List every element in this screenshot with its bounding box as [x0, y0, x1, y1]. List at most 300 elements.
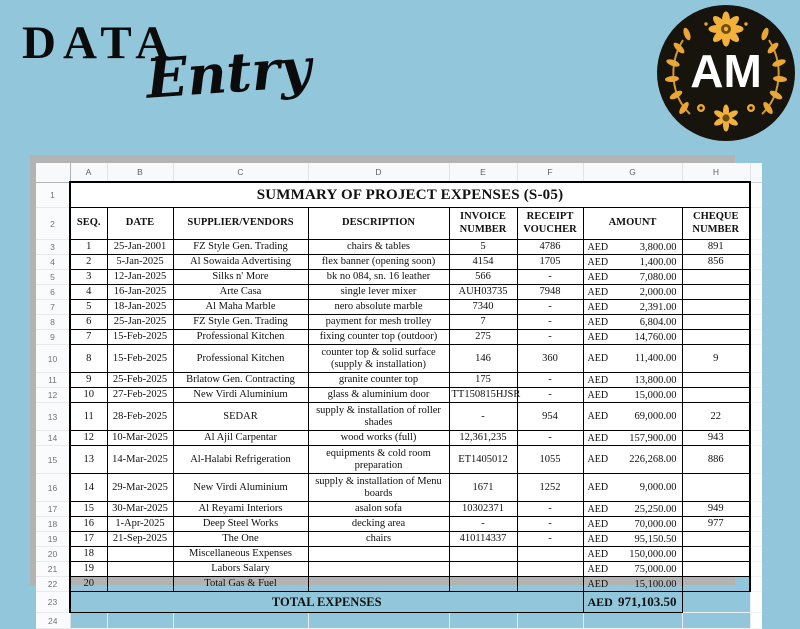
cell-amount[interactable]	[583, 330, 682, 345]
filler-cell	[750, 285, 762, 300]
cell-amount[interactable]	[583, 517, 682, 532]
column-letter[interactable]: B	[107, 163, 173, 182]
row-number[interactable]: 6	[36, 285, 70, 300]
cell-voucher[interactable]	[517, 547, 583, 562]
total-amount-cell[interactable]	[583, 592, 682, 613]
cell-amount[interactable]	[583, 577, 682, 592]
cell-amount[interactable]	[583, 474, 682, 502]
cell-invoice[interactable]: 4154	[449, 255, 517, 270]
partial-row	[36, 613, 762, 629]
column-header[interactable]: AMOUNT	[583, 208, 682, 240]
amount-value: 2,391.00	[639, 301, 677, 313]
cell-description[interactable]: nero absolute marble	[308, 300, 449, 315]
cell-description[interactable]: flex banner (opening soon)	[308, 255, 449, 270]
cell-seq[interactable]: 3	[70, 270, 107, 285]
cell-seq[interactable]: 4	[70, 285, 107, 300]
cell-seq[interactable]: 15	[70, 502, 107, 517]
amount-wrap	[584, 287, 682, 298]
cell-seq[interactable]: 14	[70, 474, 107, 502]
currency-label: AED	[587, 316, 609, 328]
currency-label: AED	[587, 241, 609, 253]
cell-seq[interactable]: 6	[70, 315, 107, 330]
cell-invoice[interactable]: 7	[449, 315, 517, 330]
cell-invoice[interactable]: -	[449, 517, 517, 532]
corner-cell[interactable]	[36, 163, 70, 182]
currency-label: AED	[587, 331, 609, 343]
currency-label: AED	[587, 503, 609, 515]
cell-voucher[interactable]: -	[517, 315, 583, 330]
cell-description[interactable]: fixing counter top (outdoor)	[308, 330, 449, 345]
sheet-row	[36, 300, 762, 315]
sheet-row	[36, 270, 762, 285]
cell-cheque[interactable]	[682, 388, 750, 403]
cell-date[interactable]: 25-Feb-2025	[107, 373, 173, 388]
cell-supplier[interactable]: Al Sowaida Advertising	[173, 255, 308, 270]
cell-voucher[interactable]: -	[517, 373, 583, 388]
cell-invoice[interactable]: 275	[449, 330, 517, 345]
currency-label: AED	[587, 594, 613, 609]
filler-cell	[750, 315, 762, 330]
cell-amount[interactable]	[583, 270, 682, 285]
cell-amount[interactable]	[583, 388, 682, 403]
cell-voucher[interactable]: 1055	[517, 446, 583, 474]
cell-date[interactable]: 28-Feb-2025	[107, 403, 173, 431]
column-letter[interactable]: C	[173, 163, 308, 182]
sheet	[36, 163, 762, 626]
currency-label: AED	[587, 548, 609, 560]
cell-date[interactable]	[107, 562, 173, 577]
cell-amount[interactable]	[583, 532, 682, 547]
cell-description[interactable]: glass & aluminium door	[308, 388, 449, 403]
cell-seq[interactable]: 12	[70, 431, 107, 446]
row-number[interactable]: 21	[36, 562, 70, 577]
row-number[interactable]: 13	[36, 403, 70, 431]
cell-invoice[interactable]: TT150815HJSR	[449, 388, 517, 403]
cell-description[interactable]: asalon sofa	[308, 502, 449, 517]
cell-voucher[interactable]: 1705	[517, 255, 583, 270]
cell-amount[interactable]	[583, 315, 682, 330]
cell-description[interactable]: bk no 084, sn. 16 leather	[308, 270, 449, 285]
cell-voucher[interactable]: -	[517, 330, 583, 345]
cell-date[interactable]: 27-Feb-2025	[107, 388, 173, 403]
cell-voucher[interactable]: -	[517, 502, 583, 517]
cell-seq[interactable]: 7	[70, 330, 107, 345]
cell-cheque[interactable]	[682, 285, 750, 300]
amount-value: 157,900.00	[629, 432, 677, 444]
amount-wrap	[584, 549, 682, 560]
sheet-row	[36, 403, 762, 431]
cell-supplier[interactable]: Al Maha Marble	[173, 300, 308, 315]
cell-invoice[interactable]: AUH03735	[449, 285, 517, 300]
cell-description[interactable]: chairs	[308, 532, 449, 547]
row-number[interactable]: 23	[36, 592, 70, 613]
total-label[interactable]: TOTAL EXPENSES	[70, 592, 583, 613]
cell-amount[interactable]	[583, 345, 682, 373]
amount-wrap	[584, 579, 682, 590]
filler-cell	[750, 300, 762, 315]
cell-invoice[interactable]	[449, 547, 517, 562]
row-number[interactable]: 22	[36, 577, 70, 592]
row-number[interactable]: 3	[36, 240, 70, 255]
cell-seq[interactable]: 13	[70, 446, 107, 474]
amount-value: 150,000.00	[629, 548, 677, 560]
cell-date[interactable]: 15-Feb-2025	[107, 345, 173, 373]
cell-seq[interactable]: 8	[70, 345, 107, 373]
cell-cheque[interactable]: 977	[682, 517, 750, 532]
currency-label: AED	[587, 256, 609, 268]
cell-voucher[interactable]: 7948	[517, 285, 583, 300]
row-number[interactable]: 7	[36, 300, 70, 315]
currency-label: AED	[587, 353, 609, 364]
cell-voucher[interactable]	[517, 577, 583, 592]
currency-label: AED	[587, 389, 609, 401]
cell-invoice[interactable]: 146	[449, 345, 517, 373]
cell-seq[interactable]: 17	[70, 532, 107, 547]
cell-supplier[interactable]: SEDAR	[173, 403, 308, 431]
amount-value: 971,103.50	[618, 594, 677, 609]
column-header[interactable]: DESCRIPTION	[308, 208, 449, 240]
cell-voucher[interactable]: -	[517, 532, 583, 547]
cell-supplier[interactable]: New Virdi Aluminium	[173, 388, 308, 403]
cell-voucher[interactable]: -	[517, 270, 583, 285]
amount-value: 25,250.00	[634, 503, 677, 515]
cell-cheque[interactable]: 22	[682, 403, 750, 431]
cell-amount[interactable]	[583, 502, 682, 517]
sheet-row	[36, 517, 762, 532]
cell-invoice[interactable]: 5	[449, 240, 517, 255]
cell-supplier[interactable]: Total Gas & Fuel	[173, 577, 308, 592]
cell-supplier[interactable]: FZ Style Gen. Trading	[173, 315, 308, 330]
column-letter[interactable]: D	[308, 163, 449, 182]
cell-seq[interactable]: 2	[70, 255, 107, 270]
filler-cell	[750, 270, 762, 285]
sheet-row	[36, 431, 762, 446]
cell-description[interactable]	[308, 562, 449, 577]
cell-invoice[interactable]: ET1405012	[449, 446, 517, 474]
cell-supplier[interactable]: Silks n' More	[173, 270, 308, 285]
cell-description[interactable]	[308, 547, 449, 562]
cell-date[interactable]	[107, 613, 173, 629]
filler-cell	[750, 240, 762, 255]
cell-description[interactable]: supply & installation of Menu boards	[308, 474, 449, 502]
row-number[interactable]: 1	[36, 182, 70, 208]
cell-cheque[interactable]	[682, 373, 750, 388]
cell-voucher[interactable]: -	[517, 300, 583, 315]
cell-voucher[interactable]: -	[517, 431, 583, 446]
filler-cell	[750, 255, 762, 270]
currency-label: AED	[587, 533, 609, 545]
cell-amount[interactable]	[583, 613, 682, 629]
cell-description[interactable]: equipments & cold room preparation	[308, 446, 449, 474]
cell-date[interactable]: 15-Feb-2025	[107, 330, 173, 345]
currency-label: AED	[587, 482, 609, 493]
cell-cheque[interactable]: 856	[682, 255, 750, 270]
cell-date[interactable]	[107, 547, 173, 562]
cell-voucher[interactable]: -	[517, 517, 583, 532]
amount-wrap	[584, 564, 682, 575]
row-number[interactable]: 8	[36, 315, 70, 330]
cell-invoice[interactable]: 7340	[449, 300, 517, 315]
cell-description[interactable]: granite counter top	[308, 373, 449, 388]
column-letters-row	[36, 163, 762, 182]
cell-invoice[interactable]: 410114337	[449, 532, 517, 547]
cell-supplier[interactable]: Brlatow Gen. Contracting	[173, 373, 308, 388]
cell-cheque[interactable]	[682, 547, 750, 562]
row-number[interactable]: 14	[36, 431, 70, 446]
cell-seq[interactable]: 18	[70, 547, 107, 562]
cell-description[interactable]: single lever mixer	[308, 285, 449, 300]
filler-cell	[750, 613, 762, 629]
amount-value: 2,000.00	[639, 286, 677, 298]
cell-date[interactable]: 30-Mar-2025	[107, 502, 173, 517]
cell-description[interactable]: supply & installation of roller shades	[308, 403, 449, 431]
row-number[interactable]: 11	[36, 373, 70, 388]
cell-seq[interactable]: 20	[70, 577, 107, 592]
currency-label: AED	[587, 301, 609, 313]
currency-label: AED	[587, 374, 609, 386]
amount-value: 13,800.00	[634, 374, 677, 386]
cell-amount[interactable]	[583, 403, 682, 431]
amount-value: 14,760.00	[634, 331, 677, 343]
amount-wrap	[584, 302, 682, 313]
cell-supplier[interactable]	[173, 613, 308, 629]
cell-amount[interactable]	[583, 547, 682, 562]
amount-value: 15,100.00	[634, 578, 677, 590]
cell-date[interactable]: 25-Jan-2025	[107, 315, 173, 330]
amount-value: 3,800.00	[639, 241, 677, 253]
cell-cheque[interactable]	[682, 315, 750, 330]
cell-supplier[interactable]: Al Ajil Carpentar	[173, 431, 308, 446]
cell-cheque[interactable]	[682, 613, 750, 629]
row-number[interactable]: 24	[36, 613, 70, 629]
column-header[interactable]: RECEIPT VOUCHER	[517, 208, 583, 240]
column-letter[interactable]: G	[583, 163, 682, 182]
cell-voucher[interactable]: 954	[517, 403, 583, 431]
cell-date[interactable]: 12-Jan-2025	[107, 270, 173, 285]
column-header[interactable]: SUPPLIER/VENDORS	[173, 208, 308, 240]
currency-label: AED	[587, 271, 609, 283]
expenses-table	[36, 163, 762, 629]
cell-voucher[interactable]: -	[517, 388, 583, 403]
brand-data-text: DATA	[22, 17, 177, 69]
cell-date[interactable]: 14-Mar-2025	[107, 446, 173, 474]
cell-date[interactable]: 16-Jan-2025	[107, 285, 173, 300]
currency-label: AED	[587, 286, 609, 298]
cell-supplier[interactable]: Al Reyami Interiors	[173, 502, 308, 517]
cell-invoice[interactable]: 10302371	[449, 502, 517, 517]
cell-cheque[interactable]: 886	[682, 446, 750, 474]
cell-date[interactable]: 18-Jan-2025	[107, 300, 173, 315]
filler-cell	[750, 562, 762, 577]
cell-seq[interactable]	[70, 613, 107, 629]
cell-supplier[interactable]: Arte Casa	[173, 285, 308, 300]
am-badge-text: AM	[690, 44, 762, 97]
cell-description[interactable]: decking area	[308, 517, 449, 532]
cell-supplier[interactable]: Miscellaneous Expenses	[173, 547, 308, 562]
row-number[interactable]: 4	[36, 255, 70, 270]
row-number[interactable]: 19	[36, 532, 70, 547]
column-letter[interactable]: E	[449, 163, 517, 182]
sheet-row	[36, 547, 762, 562]
cell-invoice[interactable]: -	[449, 403, 517, 431]
filler-cell	[750, 208, 762, 240]
cell-cheque[interactable]: 891	[682, 240, 750, 255]
cell-supplier[interactable]: The One	[173, 532, 308, 547]
sheet-row	[36, 446, 762, 474]
cell-date[interactable]	[107, 577, 173, 592]
amount-wrap	[584, 433, 682, 444]
sheet-row	[36, 315, 762, 330]
currency-label: AED	[587, 454, 609, 465]
filler-cell	[750, 474, 762, 502]
cell-cheque[interactable]: 9	[682, 345, 750, 373]
cell-cheque[interactable]	[682, 532, 750, 547]
column-header[interactable]: CHEQUE NUMBER	[682, 208, 750, 240]
amount-wrap	[584, 242, 682, 253]
cell-date[interactable]: 10-Mar-2025	[107, 431, 173, 446]
cell-seq[interactable]: 10	[70, 388, 107, 403]
cell-cheque[interactable]	[682, 562, 750, 577]
cell-voucher[interactable]: 360	[517, 345, 583, 373]
sheet-row	[36, 388, 762, 403]
am-badge	[656, 4, 796, 142]
cell-supplier[interactable]: Labors Salary	[173, 562, 308, 577]
amount-wrap	[584, 534, 682, 545]
cell-amount[interactable]	[583, 300, 682, 315]
amount-wrap	[584, 411, 682, 422]
cell-amount[interactable]	[583, 373, 682, 388]
cell-date[interactable]: 1-Apr-2025	[107, 517, 173, 532]
cell-date[interactable]: 25-Jan-2001	[107, 240, 173, 255]
cell-seq[interactable]: 16	[70, 517, 107, 532]
column-letter[interactable]: F	[517, 163, 583, 182]
cell-description[interactable]: payment for mesh trolley	[308, 315, 449, 330]
cell-seq[interactable]: 9	[70, 373, 107, 388]
cell-cheque[interactable]	[682, 330, 750, 345]
header-row	[36, 208, 762, 240]
row-number[interactable]: 20	[36, 547, 70, 562]
amount-wrap	[584, 594, 682, 610]
amount-wrap	[584, 317, 682, 328]
filler-cell	[750, 431, 762, 446]
cell-seq[interactable]: 11	[70, 403, 107, 431]
cell-amount[interactable]	[583, 431, 682, 446]
cell-cheque[interactable]	[682, 592, 750, 613]
row-number[interactable]: 17	[36, 502, 70, 517]
cell-supplier[interactable]: Al-Halabi Refrigeration	[173, 446, 308, 474]
row-number[interactable]: 15	[36, 446, 70, 474]
cell-cheque[interactable]: 943	[682, 431, 750, 446]
sheet-row	[36, 373, 762, 388]
cell-cheque[interactable]: 949	[682, 502, 750, 517]
column-header[interactable]: SEQ.	[70, 208, 107, 240]
column-header[interactable]: DATE	[107, 208, 173, 240]
cell-invoice[interactable]	[449, 613, 517, 629]
cell-cheque[interactable]	[682, 270, 750, 285]
cell-amount[interactable]	[583, 240, 682, 255]
currency-label: AED	[587, 432, 609, 444]
column-letter[interactable]: A	[70, 163, 107, 182]
cell-date[interactable]: 29-Mar-2025	[107, 474, 173, 502]
cell-date[interactable]: 5-Jan-2025	[107, 255, 173, 270]
currency-label: AED	[587, 411, 609, 422]
sheet-row	[36, 330, 762, 345]
sheet-row	[36, 345, 762, 373]
cell-amount[interactable]	[583, 562, 682, 577]
row-number[interactable]: 18	[36, 517, 70, 532]
cell-seq[interactable]: 5	[70, 300, 107, 315]
cell-invoice[interactable]	[449, 577, 517, 592]
amount-value: 15,000.00	[634, 389, 677, 401]
row-number[interactable]: 9	[36, 330, 70, 345]
sheet-row	[36, 285, 762, 300]
filler-cell	[750, 577, 762, 592]
cell-date[interactable]: 21-Sep-2025	[107, 532, 173, 547]
row-number[interactable]: 5	[36, 270, 70, 285]
filler-cell	[750, 547, 762, 562]
row-number[interactable]: 10	[36, 345, 70, 373]
cell-amount[interactable]	[583, 446, 682, 474]
amount-wrap	[584, 390, 682, 401]
column-header[interactable]: INVOICE NUMBER	[449, 208, 517, 240]
filler-cell	[750, 502, 762, 517]
sheet-row	[36, 502, 762, 517]
cell-voucher[interactable]: 1252	[517, 474, 583, 502]
cell-voucher[interactable]	[517, 562, 583, 577]
cell-invoice[interactable]	[449, 562, 517, 577]
cell-description[interactable]	[308, 613, 449, 629]
column-letter[interactable]: H	[682, 163, 750, 182]
amount-value: 6,804.00	[639, 316, 677, 328]
filler-cell	[750, 182, 762, 208]
cell-invoice[interactable]: 12,361,235	[449, 431, 517, 446]
letters-filler	[750, 163, 762, 182]
cell-seq[interactable]: 1	[70, 240, 107, 255]
cell-amount[interactable]	[583, 285, 682, 300]
cell-supplier[interactable]: Deep Steel Works	[173, 517, 308, 532]
row-number[interactable]: 2	[36, 208, 70, 240]
amount-value: 69,000.00	[634, 411, 677, 422]
cell-cheque[interactable]	[682, 474, 750, 502]
cell-amount[interactable]	[583, 255, 682, 270]
cell-invoice[interactable]: 175	[449, 373, 517, 388]
cell-description[interactable]: wood works (full)	[308, 431, 449, 446]
cell-description[interactable]: chairs & tables	[308, 240, 449, 255]
cell-invoice[interactable]: 566	[449, 270, 517, 285]
sheet-row	[36, 532, 762, 547]
amount-value: 70,000.00	[634, 518, 677, 530]
amount-wrap	[584, 272, 682, 283]
cell-supplier[interactable]: Professional Kitchen	[173, 330, 308, 345]
title-row	[36, 182, 762, 208]
cell-supplier[interactable]: New Virdi Aluminium	[173, 474, 308, 502]
cell-supplier[interactable]: FZ Style Gen. Trading	[173, 240, 308, 255]
cell-invoice[interactable]: 1671	[449, 474, 517, 502]
cell-voucher[interactable]	[517, 613, 583, 629]
row-number[interactable]: 16	[36, 474, 70, 502]
amount-wrap	[584, 504, 682, 515]
cell-voucher[interactable]: 4786	[517, 240, 583, 255]
cell-cheque[interactable]	[682, 577, 750, 592]
row-number[interactable]: 12	[36, 388, 70, 403]
sheet-title[interactable]: SUMMARY OF PROJECT EXPENSES (S-05)	[70, 182, 750, 208]
cell-supplier[interactable]: Professional Kitchen	[173, 345, 308, 373]
cell-cheque[interactable]	[682, 300, 750, 315]
cell-description[interactable]	[308, 577, 449, 592]
cell-seq[interactable]: 19	[70, 562, 107, 577]
filler-cell	[750, 373, 762, 388]
cell-description[interactable]: counter top & solid surface (supply & installation)	[308, 345, 449, 373]
